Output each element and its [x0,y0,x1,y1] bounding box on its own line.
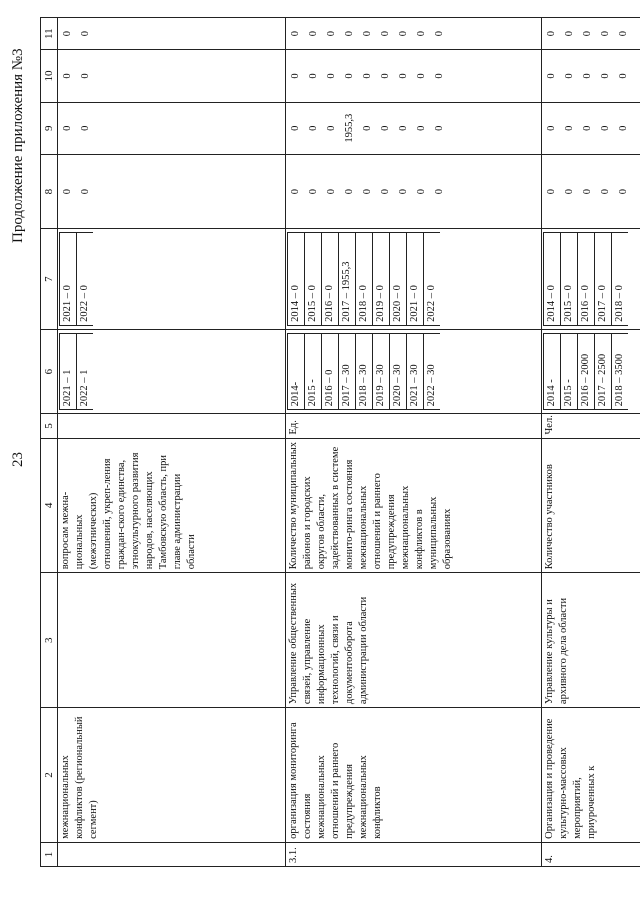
year-value: 2018 – 30 [356,333,373,409]
cell-c8 [58,154,286,228]
year-value: 2014 - [544,333,561,409]
table-row [58,18,286,867]
year-value: 2018 – 0 [612,233,629,326]
col-header: 10 [41,50,58,102]
amount-value: 0 [434,73,445,79]
amount-value: 0 [62,188,73,195]
cell-c5 [58,414,286,438]
amount-value: 0 [398,188,409,195]
appendix-table [40,17,640,867]
cell-c10 [542,50,640,102]
amount-value: 0 [618,31,629,37]
year-value: 2014 – 0 [544,233,561,326]
cell-c6 [542,329,640,413]
cell-c6 [58,329,286,413]
year-value: 2015 – 0 [561,233,578,326]
year-value: 2015 - [561,333,578,409]
cell-c5: Ед. [286,414,542,438]
amount-value: 0 [80,188,91,195]
amount-value: 0 [290,31,301,37]
col-header: 9 [41,102,58,154]
amount-value: 0 [416,125,427,131]
cell-c9 [286,102,542,154]
amount-value: 0 [582,31,593,37]
amount-value: 0 [326,73,337,79]
cell-c11 [58,18,286,50]
cell-c3: Управление культуры и архивного дела области [542,573,640,708]
amount-value: 0 [600,188,611,195]
year-value: 2022 – 0 [77,233,94,326]
year-value: 2016 – 0 [578,233,595,326]
year-value: 2021 – 0 [407,233,424,326]
amount-value: 1955,3 [344,113,355,143]
cell-c10 [58,50,286,102]
col-header: 8 [41,154,58,228]
table-row [542,18,640,867]
amount-value: 0 [344,188,355,195]
amount-value: 0 [290,73,301,79]
amount-value: 0 [416,188,427,195]
amount-value: 0 [380,188,391,195]
cell-c3: Управление общественных связей, управление информационных технологий, связи и документооборота администрации области [286,573,542,708]
amount-value: 0 [564,125,575,131]
page-number: 23 [10,452,26,467]
year-value: 2020 – 30 [390,333,407,409]
amount-value: 0 [62,73,73,79]
amount-value: 0 [362,125,373,131]
appendix-caption: Продолжение приложения №3 [10,48,26,243]
year-value: 2017 – 0 [595,233,612,326]
amount-value: 0 [434,188,445,195]
year-value: 2022 – 0 [424,233,441,326]
amount-value: 0 [398,31,409,37]
year-value: 2017 – 1955,3 [339,233,356,326]
year-value: 2021 – 30 [407,333,424,409]
cell-c4: вопросам межна-циональных (межэтнических) отношений, укреп-ления граждан-ского единства, этнокультурного развития народов, населяющих Тамбовскую область, при главе администрации области [58,438,286,573]
amount-value: 0 [564,73,575,79]
amount-value: 0 [546,73,557,79]
amount-value: 0 [600,125,611,131]
amount-value: 0 [546,125,557,131]
year-value: 2016 – 0 [322,233,339,326]
cell-c4: Количество муниципальных районов и городских округов области, задействованных в системе монито-ринга состояния межнациональных отношений и раннего предупреждения межнациональных конфликтов в муниципальных образованиях [286,438,542,573]
amount-value: 0 [600,73,611,79]
amount-value: 0 [62,31,73,37]
amount-value: 0 [308,31,319,37]
amount-value: 0 [618,73,629,79]
amount-value: 0 [416,31,427,37]
amount-value: 0 [546,188,557,195]
cell-c5: Чел. [542,414,640,438]
amount-value: 0 [326,188,337,195]
amount-value: 0 [308,125,319,131]
amount-value: 0 [80,73,91,79]
col-header: 11 [41,18,58,50]
amount-value: 0 [362,31,373,37]
year-value: 2019 – 0 [373,233,390,326]
amount-value: 0 [380,73,391,79]
amount-value: 0 [326,125,337,131]
col-header: 7 [41,229,58,330]
cell-c11 [542,18,640,50]
amount-value: 0 [308,73,319,79]
amount-value: 0 [582,73,593,79]
amount-value: 0 [618,188,629,195]
cell-c9 [58,102,286,154]
col-header: 6 [41,329,58,413]
year-value: 2022 – 30 [424,333,441,409]
amount-value: 0 [564,31,575,37]
cell-c7 [58,229,286,330]
header-row [41,18,58,867]
table-row [286,18,542,867]
amount-value: 0 [618,125,629,131]
amount-value: 0 [434,31,445,37]
col-header: 4 [41,438,58,573]
cell-c10 [286,50,542,102]
amount-value: 0 [582,125,593,131]
year-value: 2019 – 30 [373,333,390,409]
year-value: 2014 – 0 [288,233,305,326]
amount-value: 0 [80,125,91,131]
year-value: 2017 – 30 [339,333,356,409]
amount-value: 0 [600,31,611,37]
cell-c11 [286,18,542,50]
year-value: 2020 – 0 [390,233,407,326]
amount-value: 0 [398,73,409,79]
cell-c1 [58,842,286,866]
amount-value: 0 [62,125,73,131]
cell-c8 [286,154,542,228]
cell-c6 [286,329,542,413]
year-value: 2016 – 2000 [578,333,595,409]
amount-value: 0 [546,31,557,37]
col-header: 1 [41,842,58,866]
amount-value: 0 [362,73,373,79]
amount-value: 0 [290,125,301,131]
year-value: 2017 – 2500 [595,333,612,409]
cell-c1: 4. [542,842,640,866]
col-header: 2 [41,708,58,843]
year-value: 2015 - [305,333,322,409]
year-value: 2015 – 0 [305,233,322,326]
cell-c3 [58,573,286,708]
amount-value: 0 [416,73,427,79]
year-value: 2021 – 1 [60,333,77,409]
cell-c4: Количество участников [542,438,640,573]
amount-value: 0 [308,188,319,195]
cell-c7 [542,229,640,330]
cell-c2: Организация и проведение культурно-массовых мероприятий, приуроченных к [542,708,640,843]
cell-c7 [286,229,542,330]
amount-value: 0 [564,188,575,195]
amount-value: 0 [398,125,409,131]
cell-c2: организация мониторинга состояния межнациональных отношений и раннего предупреждения межнациональных конфликтов [286,708,542,843]
year-value: 2022 – 1 [77,333,94,409]
year-value: 2021 – 0 [60,233,77,326]
col-header: 5 [41,414,58,438]
amount-value: 0 [380,31,391,37]
amount-value: 0 [380,125,391,131]
amount-value: 0 [344,73,355,79]
col-header: 3 [41,573,58,708]
amount-value: 0 [80,31,91,37]
year-value: 2014- [288,333,305,409]
amount-value: 0 [582,188,593,195]
cell-c2: межнациональных конфликтов (региональный сегмент) [58,708,286,843]
cell-c9 [542,102,640,154]
cell-c8 [542,154,640,228]
amount-value: 0 [434,125,445,131]
cell-c1: 3.1. [286,842,542,866]
amount-value: 0 [326,31,337,37]
year-value: 2018 – 3500 [612,333,629,409]
amount-value: 0 [290,188,301,195]
year-value: 2016 – 0 [322,333,339,409]
amount-value: 0 [362,188,373,195]
amount-value: 0 [344,31,355,37]
year-value: 2018 – 0 [356,233,373,326]
